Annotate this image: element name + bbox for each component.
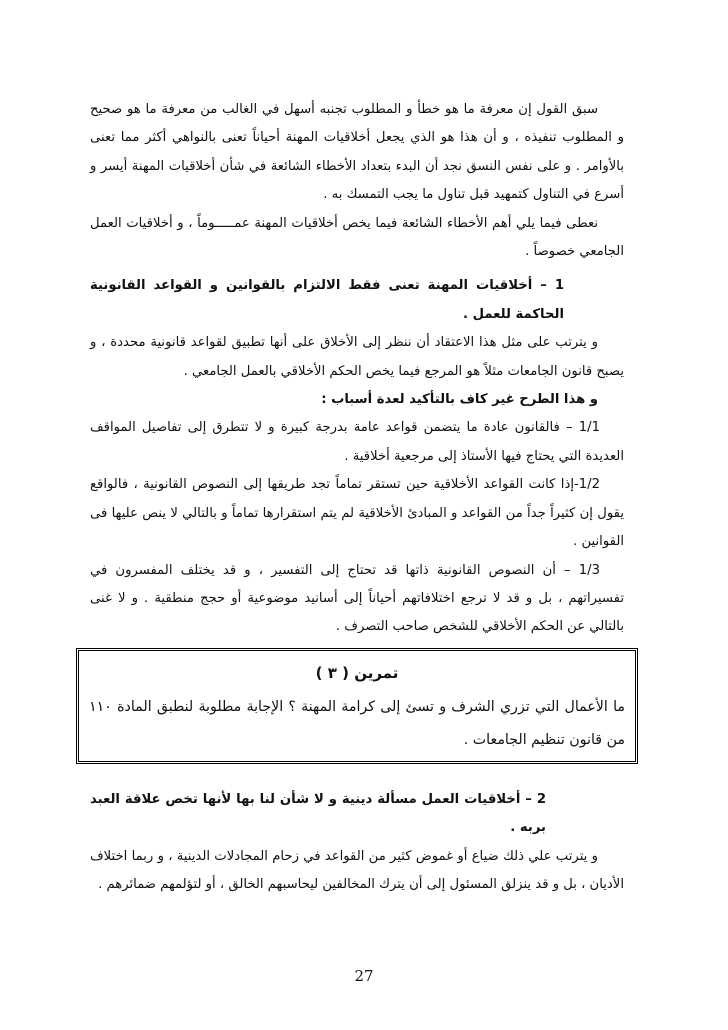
common-errors-paragraph: نعطى فيما يلي أهم الأخطاء الشائعة فيما يخص أخلاقيات المهنة عمـــــوماً ، و أخلاقيات العمل الجامعي خصوصاً . — [90, 215, 624, 260]
intro-paragraph: سبق القول إن معرفة ما هو خطأ و المطلوب تجنبه أسهل في الغالب من معرفة ما هو صحيح و المطلوب تنفيذه ، و أن هذا هو الذي يجعل أخلاقيات المهنة أحياناً تعنى بالنواهي أكثر مما تعنى بالأوامر . و على نفس النسق نجد أن البدء بتعداد الأخطاء الشائعة في شأن أخلاقيات المهنة أيسر و أسرع في التناول كتمهيد قبل تناول ما يجب التمسك به . — [90, 102, 624, 203]
page-number: 27 — [354, 967, 374, 985]
reason-1-2: 1/2-إذا كانت القواعد الأخلاقية حين تستقر تماماً تجد طريقها إلى النصوص القانونية ، فالواقع يقول إن كثيراً جداً من القواعد و المبادئ الأخلاقية لم يتم استقرارها تماماً و بالتالي لا ينص عليها فى القوانين . — [90, 477, 624, 550]
document-body — [90, 96, 624, 899]
exercise-question: ما الأعمال التي تزري الشرف و تسئ إلى كرامة المهنة ؟ الإجابة مطلوبة لنطبق المادة ١١٠ من قانون تنظيم الجامعات . — [89, 698, 625, 748]
reasons-heading: و هذا الطرح غير كاف بالتأكيد لعدة أسباب : — [321, 392, 598, 408]
reason-1-1: 1/1 – فالقانون عادة ما يتضمن قواعد عامة بدرجة كبيرة و لا تتطرق إلى تفاصيل المواقف العديدة التي يحتاج فيها الأستاذ إلى مرجعية أخلاقية . — [90, 420, 624, 464]
section-1-heading: 1 – أخلاقيات المهنة تعنى فقط الالتزام بالقوانين و القواعد القانونية الحاكمة للعمل . — [90, 278, 564, 322]
section-1-paragraph: و يترتب على مثل هذا الاعتقاد أن ننظر إلى الأخلاق على أنها تطبيق لقواعد قانونية محددة ، و يصبح قانون الجامعات مثلاً هو المرجع فيما يخص الحكم الأخلاقي بالعمل الجامعي . — [90, 335, 624, 379]
section-2-heading: 2 – أخلاقيات العمل مسألة دينية و لا شأن لنا بها لأنها تخص علاقة العبد بربه . — [90, 791, 546, 836]
section-2-paragraph: و يترتب علي ذلك ضياع أو غموض كثير من القواعد في زحام المجادلات الدينية ، و ربما اختلاف الأديان ، بل و قد ينزلق المسئول إلى أن يترك المخالفين ليحاسبهم الخالق ، أو لتؤلمهم ضمائرهم . — [90, 848, 624, 892]
exercise-title: تمرين ( ٣ ) — [315, 663, 399, 682]
reason-1-3: 1/3 – أن النصوص القانونية ذاتها قد تحتاج إلى التفسير ، و قد يختلف المفسرون في تفسيراتهم ، بل و قد لا ترجع اختلافاتهم أحياناً إلى أسانيد موضوعية أو حجج منطقية . و لا غنى بالتالي عن الحكم الأخلاقي للشخص صاحب التصرف . — [90, 562, 624, 635]
exercise-box — [76, 648, 638, 764]
